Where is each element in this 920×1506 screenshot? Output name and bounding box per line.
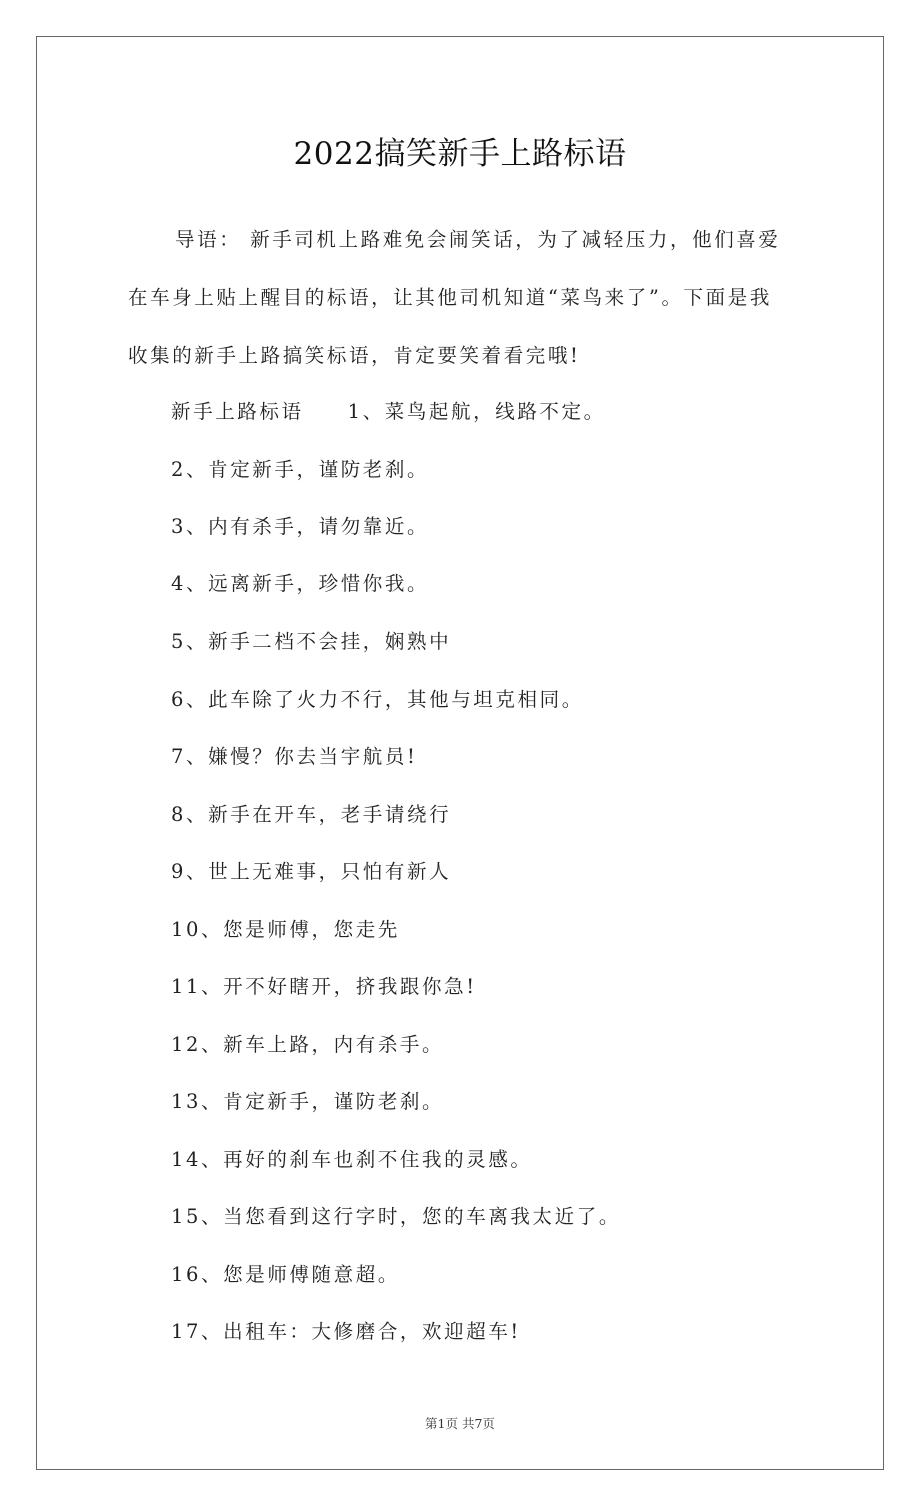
slogan-item: 8、新手在开车，老手请绕行 xyxy=(171,803,452,826)
slogan-item: 6、此车除了火力不行，其他与坦克相同。 xyxy=(171,688,584,711)
slogan-item: 5、新手二档不会挂，娴熟中 xyxy=(171,630,452,653)
document-title: 2022搞笑新手上路标语 xyxy=(293,136,627,172)
intro-line-1: 导语： 新手司机上路难免会闹笑话，为了减轻压力，他们喜爱 xyxy=(175,228,781,251)
slogan-item: 3、内有杀手，请勿靠近。 xyxy=(171,515,430,538)
slogan-item: 10、您是师傅，您走先 xyxy=(171,918,400,941)
intro-line-2: 在车身上贴上醒目的标语，让其他司机知道“菜鸟来了”。下面是我 xyxy=(128,286,772,309)
slogan-item: 1、菜鸟起航，线路不定。 xyxy=(347,400,606,423)
slogan-item: 17、出租车：大修磨合，欢迎超车! xyxy=(171,1320,521,1343)
slogan-row-1 xyxy=(171,396,606,424)
section-heading: 新手上路标语 xyxy=(171,400,304,423)
intro-line-3: 收集的新手上路搞笑标语，肯定要笑着看完哦! xyxy=(128,344,581,367)
slogan-item: 2、肯定新手，谨防老刹。 xyxy=(171,458,430,481)
slogan-item: 14、再好的刹车也刹不住我的灵感。 xyxy=(171,1148,533,1171)
page-footer: 第1页 共7页 xyxy=(425,1416,495,1431)
slogan-item: 13、肯定新手，谨防老刹。 xyxy=(171,1090,445,1113)
slogan-item: 15、当您看到这行字时，您的车离我太近了。 xyxy=(171,1205,621,1228)
slogan-item: 4、远离新手，珍惜你我。 xyxy=(171,572,430,595)
slogan-item: 16、您是师傅随意超。 xyxy=(171,1263,400,1286)
slogan-item: 9、世上无难事，只怕有新人 xyxy=(171,860,452,883)
slogan-item: 7、嫌慢？你去当宇航员! xyxy=(171,745,418,768)
slogan-item: 12、新车上路，内有杀手。 xyxy=(171,1033,445,1056)
slogan-item: 11、开不好瞎开，挤我跟你急! xyxy=(171,975,477,998)
